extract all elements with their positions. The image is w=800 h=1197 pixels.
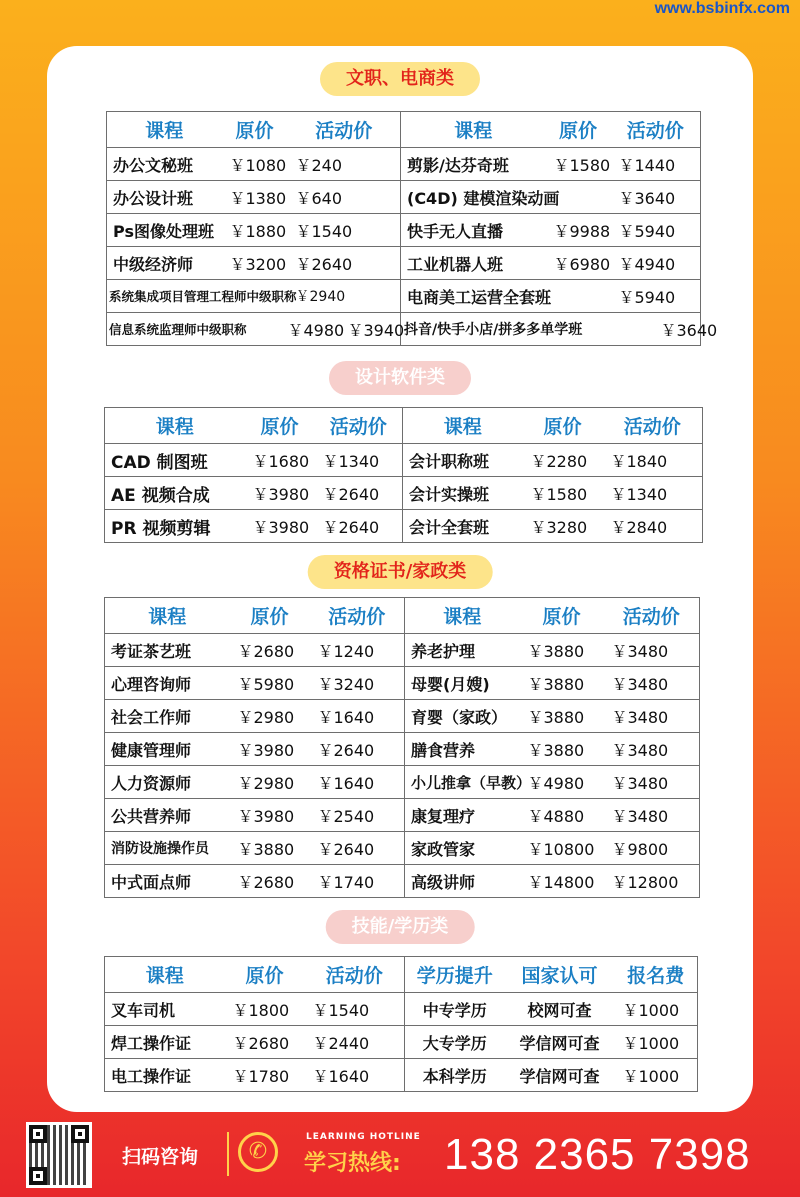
sale-price: ￥1540	[288, 214, 401, 247]
table-row	[107, 181, 701, 214]
course-name: AE 视频合成	[105, 477, 245, 510]
course-name: 工业机器人班	[401, 247, 546, 280]
sale-price: ￥12800	[604, 865, 700, 898]
sale-price: ￥3480	[604, 799, 700, 832]
header-cell: 报名费	[615, 957, 698, 993]
original-price: ￥4980	[520, 766, 604, 799]
course-name: CAD 制图班	[105, 444, 245, 477]
sale-price: ￥1640	[310, 700, 405, 733]
registration-fee: ￥1000	[615, 993, 698, 1026]
course-name: 母婴(月嫂)	[405, 667, 520, 700]
sale-price: ￥1540	[305, 993, 405, 1026]
original-price: ￥3880	[520, 700, 604, 733]
original-price: ￥3200	[222, 247, 288, 280]
course-name: 快手无人直播	[401, 214, 546, 247]
course-name: 办公设计班	[107, 181, 222, 214]
original-price: ￥1580	[546, 148, 611, 181]
header-cell: 活动价	[288, 112, 401, 148]
section-title: 技能/学历类	[326, 910, 475, 944]
original-price: ￥3880	[230, 832, 310, 865]
original-price: ￥10800	[520, 832, 604, 865]
original-price: ￥2680	[230, 634, 310, 667]
original-price: ￥3980	[230, 733, 310, 766]
sale-price: ￥2840	[603, 510, 703, 543]
course-name: 考证茶艺班	[105, 634, 230, 667]
section-title: 文职、电商类	[320, 62, 480, 96]
table-row	[105, 832, 700, 865]
header-cell: 活动价	[310, 598, 405, 634]
sale-price: ￥1640	[305, 1059, 405, 1092]
course-name: (C4D) 建模渲染动画	[401, 181, 611, 214]
divider	[227, 1132, 229, 1176]
price-table	[104, 597, 700, 898]
section-title: 资格证书/家政类	[308, 555, 493, 589]
course-name: 公共营养师	[105, 799, 230, 832]
table-row	[107, 280, 701, 313]
table-header-row	[105, 957, 698, 993]
table-row	[107, 247, 701, 280]
price-table	[104, 407, 703, 543]
course-name: 人力资源师	[105, 766, 230, 799]
table-row	[105, 510, 703, 543]
course-name: 焊工操作证	[105, 1026, 225, 1059]
table-row	[105, 865, 700, 898]
sale-price: ￥3480	[604, 733, 700, 766]
header-cell: 课程	[105, 957, 225, 993]
registration-fee: ￥1000	[615, 1026, 698, 1059]
course-name: 育婴（家政）	[405, 700, 520, 733]
sale-price: ￥1340	[315, 444, 403, 477]
sale-price: ￥5940	[611, 280, 701, 313]
original-price: ￥5980	[230, 667, 310, 700]
original-price: ￥1880	[222, 214, 288, 247]
hotline-english-label: LEARNING HOTLINE	[306, 1132, 421, 1142]
original-price: ￥3880	[520, 634, 604, 667]
table-row	[105, 700, 700, 733]
course-name: 高级讲师	[405, 865, 520, 898]
header-cell: 课程	[403, 408, 523, 444]
table-row	[105, 733, 700, 766]
table-row	[107, 313, 701, 346]
original-price: ￥2680	[225, 1026, 305, 1059]
sale-price: ￥3480	[604, 634, 700, 667]
verification: 学信网可查	[505, 1059, 615, 1092]
degree-name: 大专学历	[405, 1026, 505, 1059]
sale-price: ￥240	[288, 148, 401, 181]
original-price: ￥6980	[546, 247, 611, 280]
sale-price: ￥2640	[315, 477, 403, 510]
sale-price: ￥9800	[604, 832, 700, 865]
course-name: 抖音/快手小店/拼多多单学班	[401, 313, 611, 346]
course-name: 叉车司机	[105, 993, 225, 1026]
table-header-row	[107, 112, 701, 148]
sale-price: ￥3240	[310, 667, 405, 700]
original-price: ￥2680	[230, 865, 310, 898]
course-name: 膳食营养	[405, 733, 520, 766]
table-row	[105, 477, 703, 510]
original-price: ￥4880	[520, 799, 604, 832]
original-price: ￥1780	[225, 1059, 305, 1092]
header-cell: 课程	[105, 408, 245, 444]
course-name: 小儿推拿（早教）	[405, 766, 520, 799]
sale-price: ￥3640	[611, 181, 701, 214]
qr-code-icon[interactable]	[26, 1122, 92, 1188]
sale-price: ￥1740	[310, 865, 405, 898]
scan-consult-label: 扫码咨询	[122, 1146, 199, 1168]
header-cell: 学历提升	[405, 957, 505, 993]
sale-price: ￥1340	[603, 477, 703, 510]
sale-price: ￥640	[288, 181, 401, 214]
header-cell: 原价	[225, 957, 305, 993]
header-cell: 活动价	[315, 408, 403, 444]
course-name: 中式面点师	[105, 865, 230, 898]
course-name: 社会工作师	[105, 700, 230, 733]
course-name: 养老护理	[405, 634, 520, 667]
original-price: ￥1580	[523, 477, 603, 510]
sale-price: ￥3480	[604, 766, 700, 799]
section-title: 设计软件类	[329, 361, 471, 395]
table-row	[105, 1059, 698, 1092]
table-header-row	[105, 408, 703, 444]
footer-bar	[0, 1112, 800, 1197]
hotline-label: 学习热线:	[304, 1151, 401, 1176]
sale-price: ￥2440	[305, 1026, 405, 1059]
header-cell: 课程	[405, 598, 520, 634]
header-cell: 活动价	[305, 957, 405, 993]
header-cell: 原价	[222, 112, 288, 148]
course-name: 心理咨询师	[105, 667, 230, 700]
hotline-number[interactable]: 138 2365 7398	[444, 1130, 751, 1179]
header-cell: 原价	[523, 408, 603, 444]
table-row	[105, 634, 700, 667]
header-cell: 原价	[520, 598, 604, 634]
sale-price: ￥2640	[288, 247, 401, 280]
course-name: 信息系统监理师中级职称	[107, 313, 222, 346]
original-price: ￥1080	[222, 148, 288, 181]
original-price: ￥14800	[520, 865, 604, 898]
verification: 校网可查	[505, 993, 615, 1026]
course-name: 健康管理师	[105, 733, 230, 766]
phone-icon[interactable]: ✆	[238, 1132, 278, 1172]
site-url[interactable]: www.bsbinfx.com	[654, 0, 790, 17]
course-name: 电商美工运营全套班	[401, 280, 611, 313]
sale-price: ￥3480	[604, 667, 700, 700]
course-name: 系统集成项目管理工程师中级职称	[107, 280, 288, 313]
original-price: ￥3980	[245, 477, 315, 510]
course-name: 会计职称班	[403, 444, 523, 477]
original-price: ￥1800	[225, 993, 305, 1026]
original-price: ￥1680	[245, 444, 315, 477]
sale-price: ￥4940	[611, 247, 701, 280]
sale-price: ￥2640	[315, 510, 403, 543]
price-table	[104, 956, 698, 1092]
original-price: ￥3980	[245, 510, 315, 543]
header-cell: 课程	[107, 112, 222, 148]
original-price: ￥9988	[546, 214, 611, 247]
sale-price: ￥3640	[611, 313, 701, 346]
course-name: Ps图像处理班	[107, 214, 222, 247]
table-row	[105, 1026, 698, 1059]
sale-price: ￥2940	[288, 280, 401, 313]
original-price: ￥3880	[520, 667, 604, 700]
table-row	[107, 214, 701, 247]
header-cell: 课程	[401, 112, 546, 148]
sale-price: ￥5940	[611, 214, 701, 247]
table-row	[105, 667, 700, 700]
header-cell: 原价	[546, 112, 611, 148]
degree-name: 本科学历	[405, 1059, 505, 1092]
original-price: ￥3980	[230, 799, 310, 832]
course-name: PR 视频剪辑	[105, 510, 245, 543]
course-name: 家政管家	[405, 832, 520, 865]
sale-price: ￥2640	[310, 733, 405, 766]
original-price: ￥3280	[523, 510, 603, 543]
table-header-row	[105, 598, 700, 634]
course-name: 会计全套班	[403, 510, 523, 543]
header-cell: 课程	[105, 598, 230, 634]
table-row	[105, 799, 700, 832]
sale-price: ￥2640	[310, 832, 405, 865]
original-price: ￥4980	[222, 313, 288, 346]
verification: 学信网可查	[505, 1026, 615, 1059]
sale-price: ￥3940	[288, 313, 401, 346]
course-name: 消防设施操作员	[105, 832, 230, 865]
course-name: 会计实操班	[403, 477, 523, 510]
degree-name: 中专学历	[405, 993, 505, 1026]
sale-price: ￥1440	[611, 148, 701, 181]
sale-price: ￥2540	[310, 799, 405, 832]
course-name: 康复理疗	[405, 799, 520, 832]
sale-price: ￥1640	[310, 766, 405, 799]
original-price: ￥2980	[230, 700, 310, 733]
course-name: 电工操作证	[105, 1059, 225, 1092]
table-row	[105, 766, 700, 799]
header-cell: 活动价	[611, 112, 701, 148]
sale-price: ￥1240	[310, 634, 405, 667]
original-price: ￥2280	[523, 444, 603, 477]
course-name: 中级经济师	[107, 247, 222, 280]
header-cell: 原价	[245, 408, 315, 444]
sale-price: ￥1840	[603, 444, 703, 477]
header-cell: 活动价	[603, 408, 703, 444]
original-price: ￥3880	[520, 733, 604, 766]
registration-fee: ￥1000	[615, 1059, 698, 1092]
sale-price: ￥3480	[604, 700, 700, 733]
price-table	[106, 111, 718, 346]
original-price: ￥1380	[222, 181, 288, 214]
table-row	[105, 444, 703, 477]
header-cell: 原价	[230, 598, 310, 634]
table-row	[105, 993, 698, 1026]
course-name: 剪影/达芬奇班	[401, 148, 546, 181]
original-price: ￥2980	[230, 766, 310, 799]
table-row	[107, 148, 701, 181]
header-cell: 活动价	[604, 598, 700, 634]
course-name: 办公文秘班	[107, 148, 222, 181]
header-cell: 国家认可	[505, 957, 615, 993]
